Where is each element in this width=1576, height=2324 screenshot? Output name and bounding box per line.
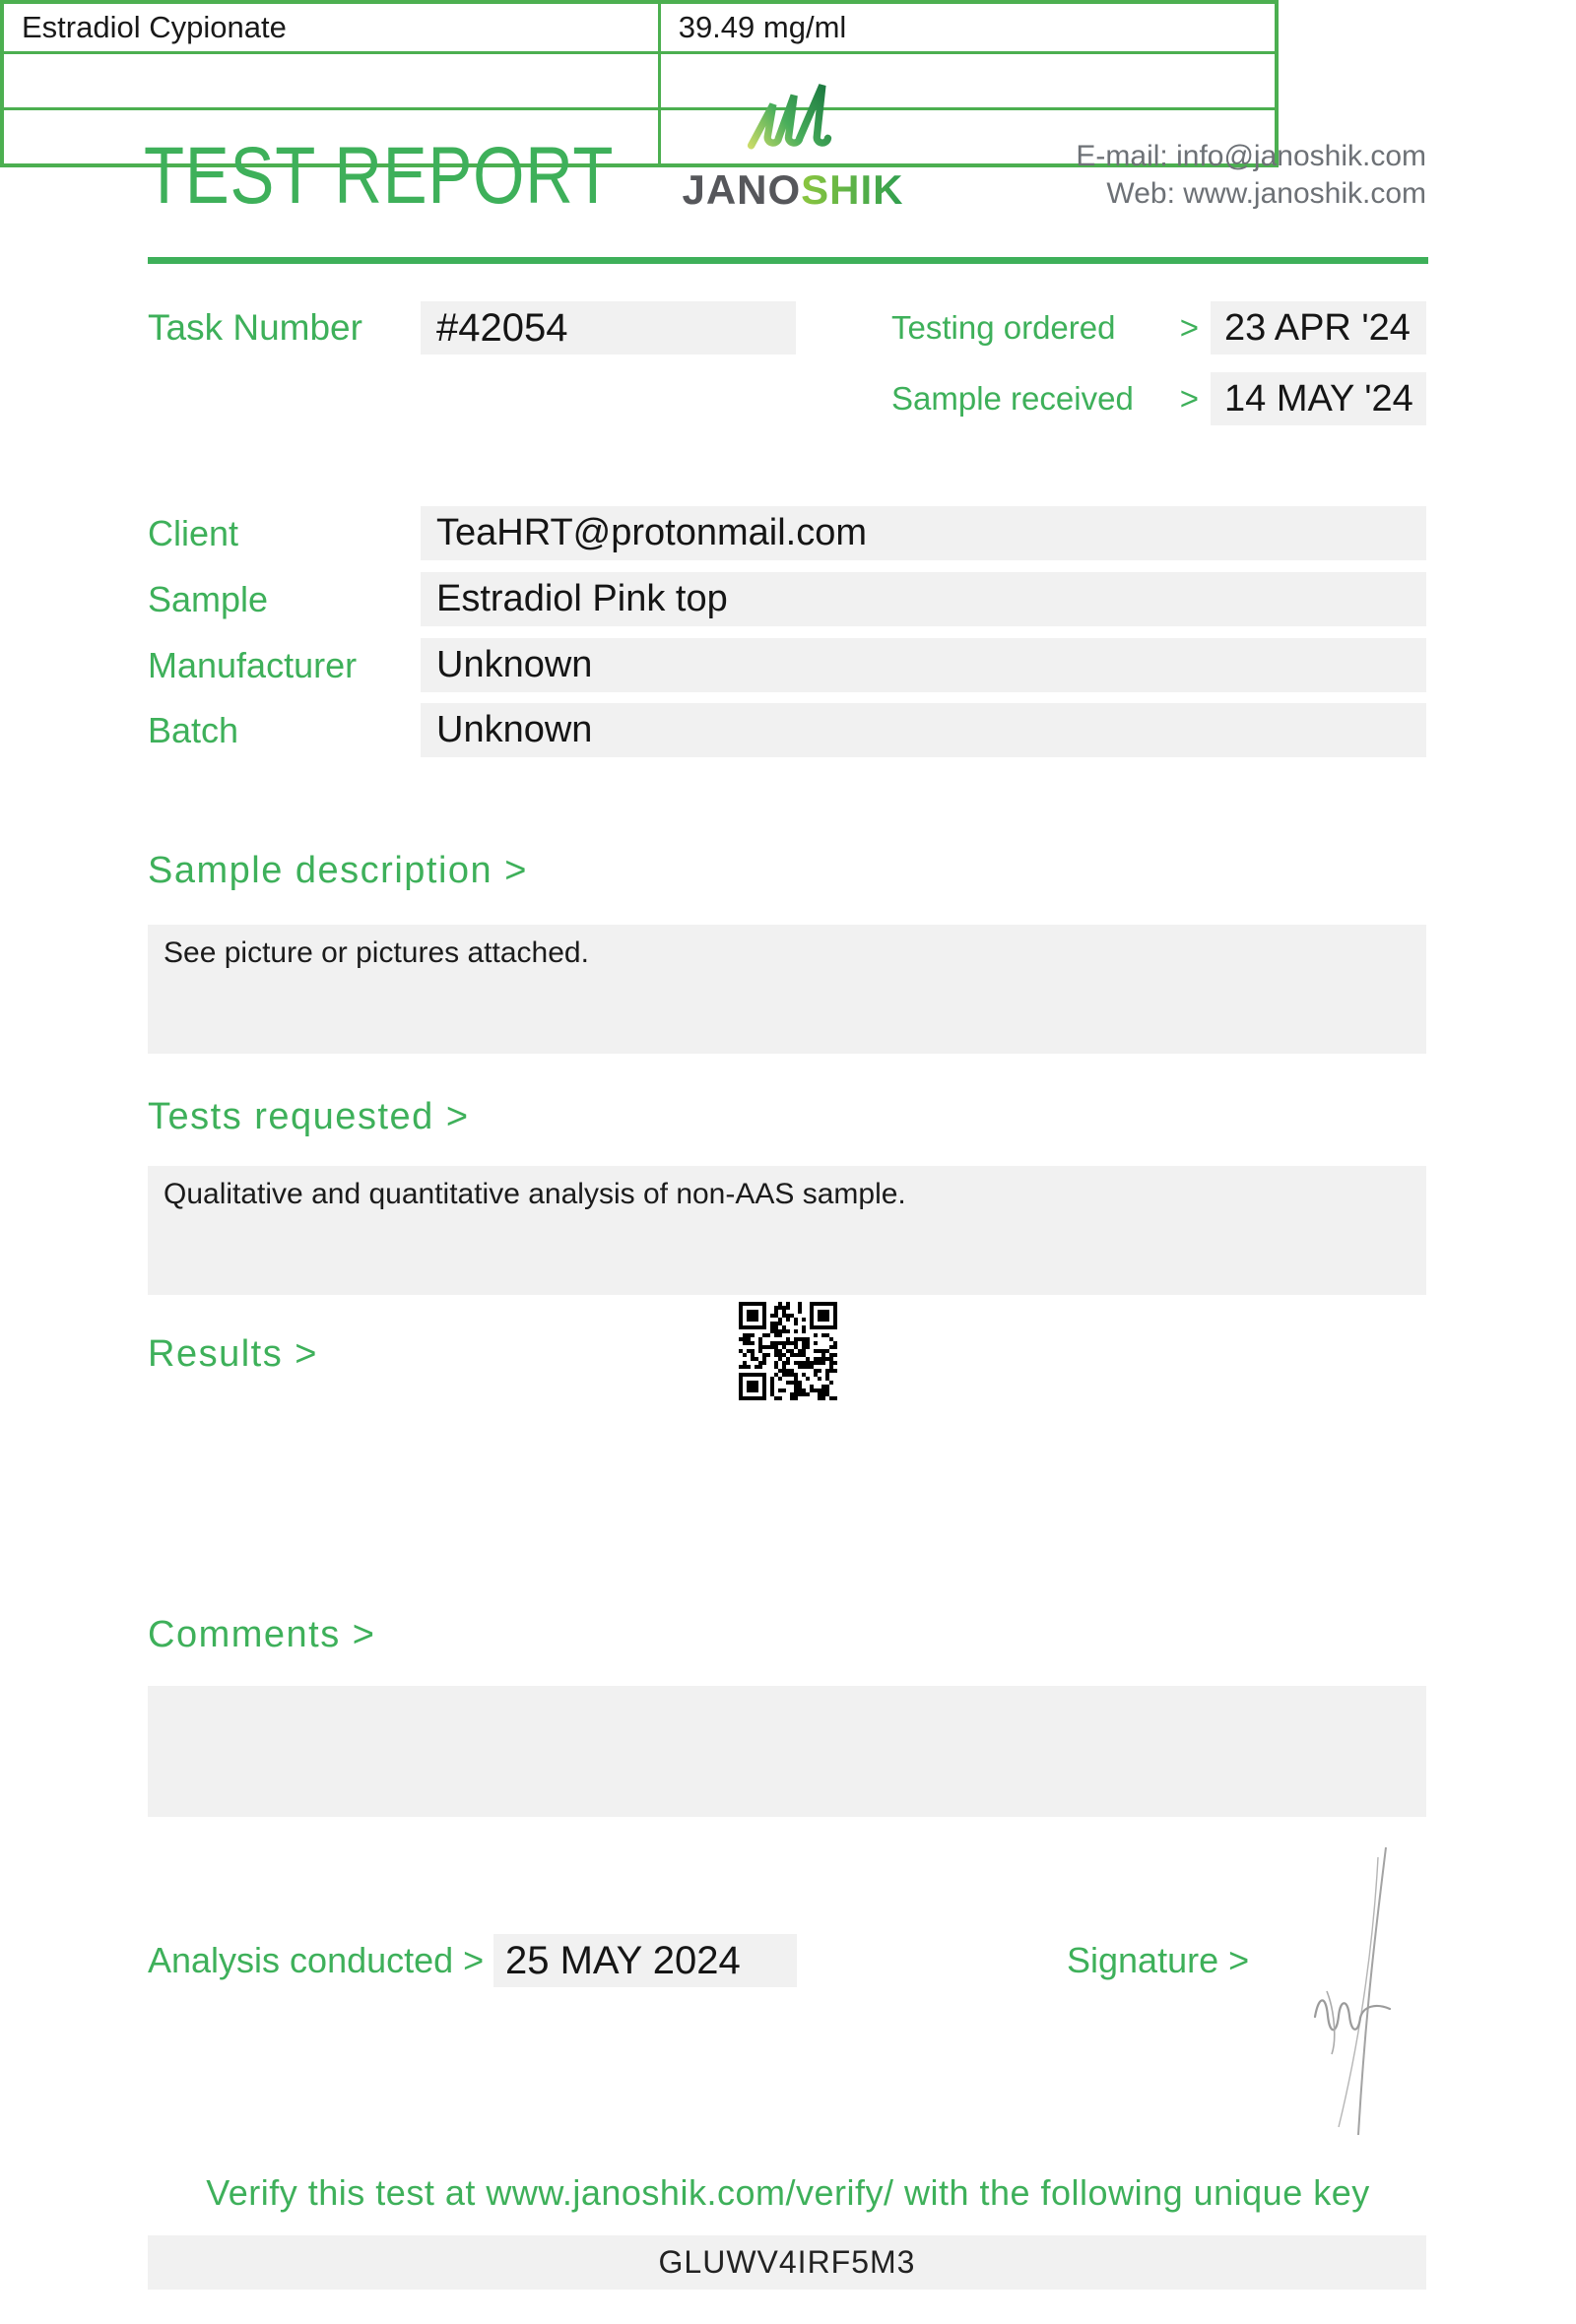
- task-number-value: #42054: [421, 301, 796, 355]
- result-substance: Estradiol Cypionate: [2, 2, 659, 53]
- qr-code: [739, 1302, 837, 1400]
- arrow-icon: >: [1179, 380, 1199, 417]
- results-heading: Results >: [148, 1333, 318, 1375]
- table-row: [2, 53, 1277, 109]
- contact-email: E-mail: info@janoshik.com: [1076, 140, 1426, 172]
- arrow-icon: >: [1179, 309, 1199, 346]
- manufacturer-label: Manufacturer: [148, 645, 358, 685]
- janoshik-logo-text: [680, 167, 906, 213]
- tests-requested-heading: Tests requested >: [148, 1096, 470, 1137]
- sample-received-label: Sample received >: [891, 372, 1199, 425]
- analysis-conducted-value: 25 MAY 2024: [493, 1934, 797, 1987]
- header-divider: [148, 257, 1428, 264]
- comments-box: [148, 1686, 1426, 1817]
- client-value: TeaHRT@protonmail.com: [421, 506, 1426, 560]
- table-row: [2, 2, 1277, 53]
- page-title: TEST REPORT: [144, 131, 615, 221]
- tests-requested-text: Qualitative and quantitative analysis of non-AAS sample.: [164, 1178, 906, 1210]
- verify-key-box: [148, 2235, 1426, 2290]
- manufacturer-value: Unknown: [421, 638, 1426, 692]
- client-label: Client: [148, 513, 239, 553]
- janoshik-chart-icon: [747, 79, 833, 158]
- contact-web: Web: www.janoshik.com: [1106, 177, 1426, 210]
- result-substance: [2, 53, 659, 109]
- task-number-label: Task Number: [148, 307, 362, 348]
- sample-value: Estradiol Pink top: [421, 572, 1426, 626]
- comments-text: [148, 1686, 1426, 1698]
- tests-requested-box: [148, 1166, 1426, 1295]
- logo-text-gray: JANO: [682, 166, 802, 213]
- sample-label: Sample: [148, 579, 269, 619]
- comments-heading: Comments >: [148, 1614, 376, 1655]
- verify-key: GLUWV4IRF5M3: [658, 2244, 916, 2280]
- batch-label: Batch: [148, 710, 239, 750]
- signature-scribble: [1276, 1843, 1418, 2139]
- sample-description-box: [148, 925, 1426, 1054]
- sample-description-text: See picture or pictures attached.: [164, 936, 589, 969]
- batch-value: Unknown: [421, 703, 1426, 757]
- analysis-conducted-label: Analysis conducted >: [148, 1940, 485, 1980]
- testing-ordered-label: Testing ordered >: [891, 301, 1199, 355]
- sample-received-value: 14 MAY '24: [1211, 372, 1426, 425]
- contact-block: [1076, 138, 1426, 213]
- testing-ordered-value: 23 APR '24: [1211, 301, 1426, 355]
- signature-label: Signature >: [1067, 1940, 1250, 1980]
- verify-instruction: Verify this test at www.janoshik.com/verify/ with the following unique key: [206, 2172, 1370, 2213]
- logo-text-green: SHIK: [801, 166, 904, 213]
- result-amount: 39.49 mg/ml: [659, 2, 1277, 53]
- sample-description-heading: Sample description >: [148, 850, 528, 891]
